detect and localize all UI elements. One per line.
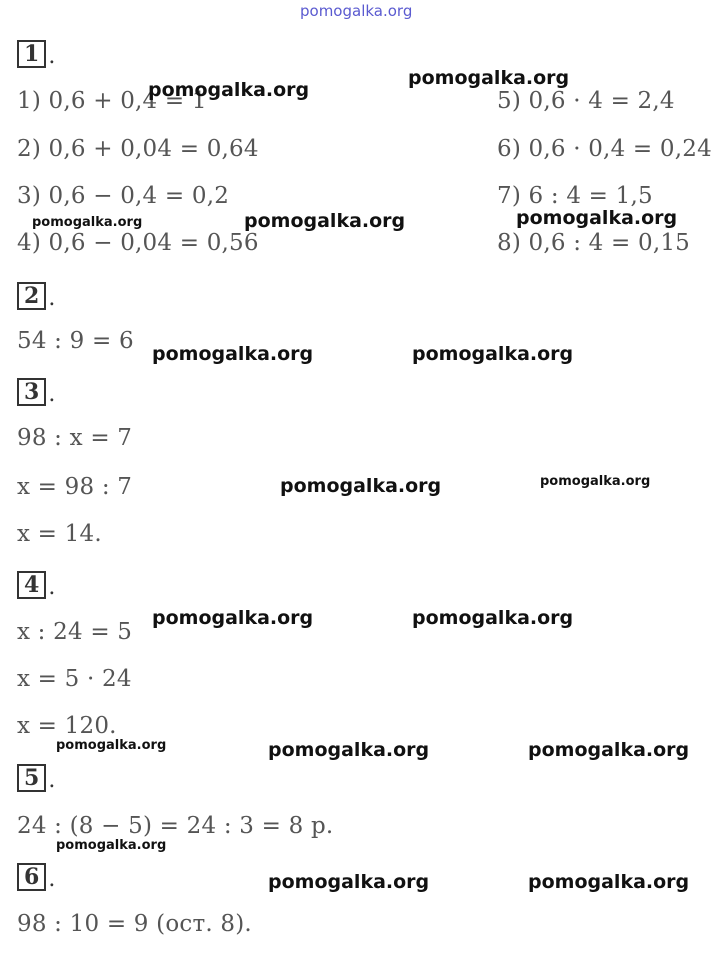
watermark: pomogalka.org bbox=[32, 215, 143, 230]
watermark: pomogalka.org bbox=[412, 607, 574, 629]
task-2-number: 2 . bbox=[17, 282, 55, 310]
task-3-number: 3 . bbox=[17, 378, 55, 406]
watermark: pomogalka.org bbox=[56, 838, 167, 853]
watermark: pomogalka.org bbox=[268, 739, 430, 761]
watermark: pomogalka.org bbox=[516, 207, 678, 229]
task-1-item-8: 8) 0,6 : 4 = 0,15 bbox=[497, 230, 691, 256]
watermark: pomogalka.org bbox=[152, 343, 314, 365]
task-2-line-1: 54 : 9 = 6 bbox=[17, 328, 134, 354]
task-1-item-6: 6) 0,6 · 0,4 = 0,24 bbox=[497, 136, 712, 162]
task-5-box: 5 bbox=[17, 764, 46, 792]
header-watermark: pomogalka.org bbox=[300, 2, 413, 20]
task-1-box: 1 bbox=[17, 40, 46, 68]
task-3-line-2: x = 98 : 7 bbox=[17, 474, 133, 500]
task-5-line-1: 24 : (8 − 5) = 24 : 3 = 8 р. bbox=[17, 813, 334, 839]
task-6-line-1: 98 : 10 = 9 (ост. 8). bbox=[17, 911, 252, 937]
watermark: pomogalka.org bbox=[280, 475, 442, 497]
watermark: pomogalka.org bbox=[56, 738, 167, 753]
task-1-item-1: 1) 0,6 + 0,4 = 1 bbox=[17, 88, 207, 114]
task-1-item-2: 2) 0,6 + 0,04 = 0,64 bbox=[17, 136, 259, 162]
task-1-item-7: 7) 6 : 4 = 1,5 bbox=[497, 183, 653, 209]
task-1-number: 1 . bbox=[17, 40, 55, 68]
task-4-line-2: x = 5 · 24 bbox=[17, 666, 132, 692]
watermark: pomogalka.org bbox=[412, 343, 574, 365]
task-5-number: 5 . bbox=[17, 764, 55, 792]
watermark: pomogalka.org bbox=[528, 739, 690, 761]
task-1-item-5: 5) 0,6 · 4 = 2,4 bbox=[497, 88, 675, 114]
task-3-line-1: 98 : x = 7 bbox=[17, 425, 133, 451]
task-2-box: 2 bbox=[17, 282, 46, 310]
task-3-box: 3 bbox=[17, 378, 46, 406]
watermark: pomogalka.org bbox=[528, 871, 690, 893]
watermark: pomogalka.org bbox=[268, 871, 430, 893]
watermark: pomogalka.org bbox=[540, 474, 651, 489]
watermark: pomogalka.org bbox=[152, 607, 314, 629]
task-1-item-4: 4) 0,6 − 0,04 = 0,56 bbox=[17, 230, 259, 256]
task-4-line-3: x = 120. bbox=[17, 713, 117, 739]
task-4-box: 4 bbox=[17, 571, 46, 599]
task-3-line-3: x = 14. bbox=[17, 521, 102, 547]
task-4-number: 4 . bbox=[17, 571, 55, 599]
watermark: pomogalka.org bbox=[244, 210, 406, 232]
task-6-number: 6 . bbox=[17, 863, 55, 891]
task-4-line-1: x : 24 = 5 bbox=[17, 619, 133, 645]
watermark: pomogalka.org bbox=[408, 67, 570, 89]
task-1-item-3: 3) 0,6 − 0,4 = 0,2 bbox=[17, 183, 230, 209]
task-6-box: 6 bbox=[17, 863, 46, 891]
watermark: pomogalka.org bbox=[148, 79, 310, 101]
